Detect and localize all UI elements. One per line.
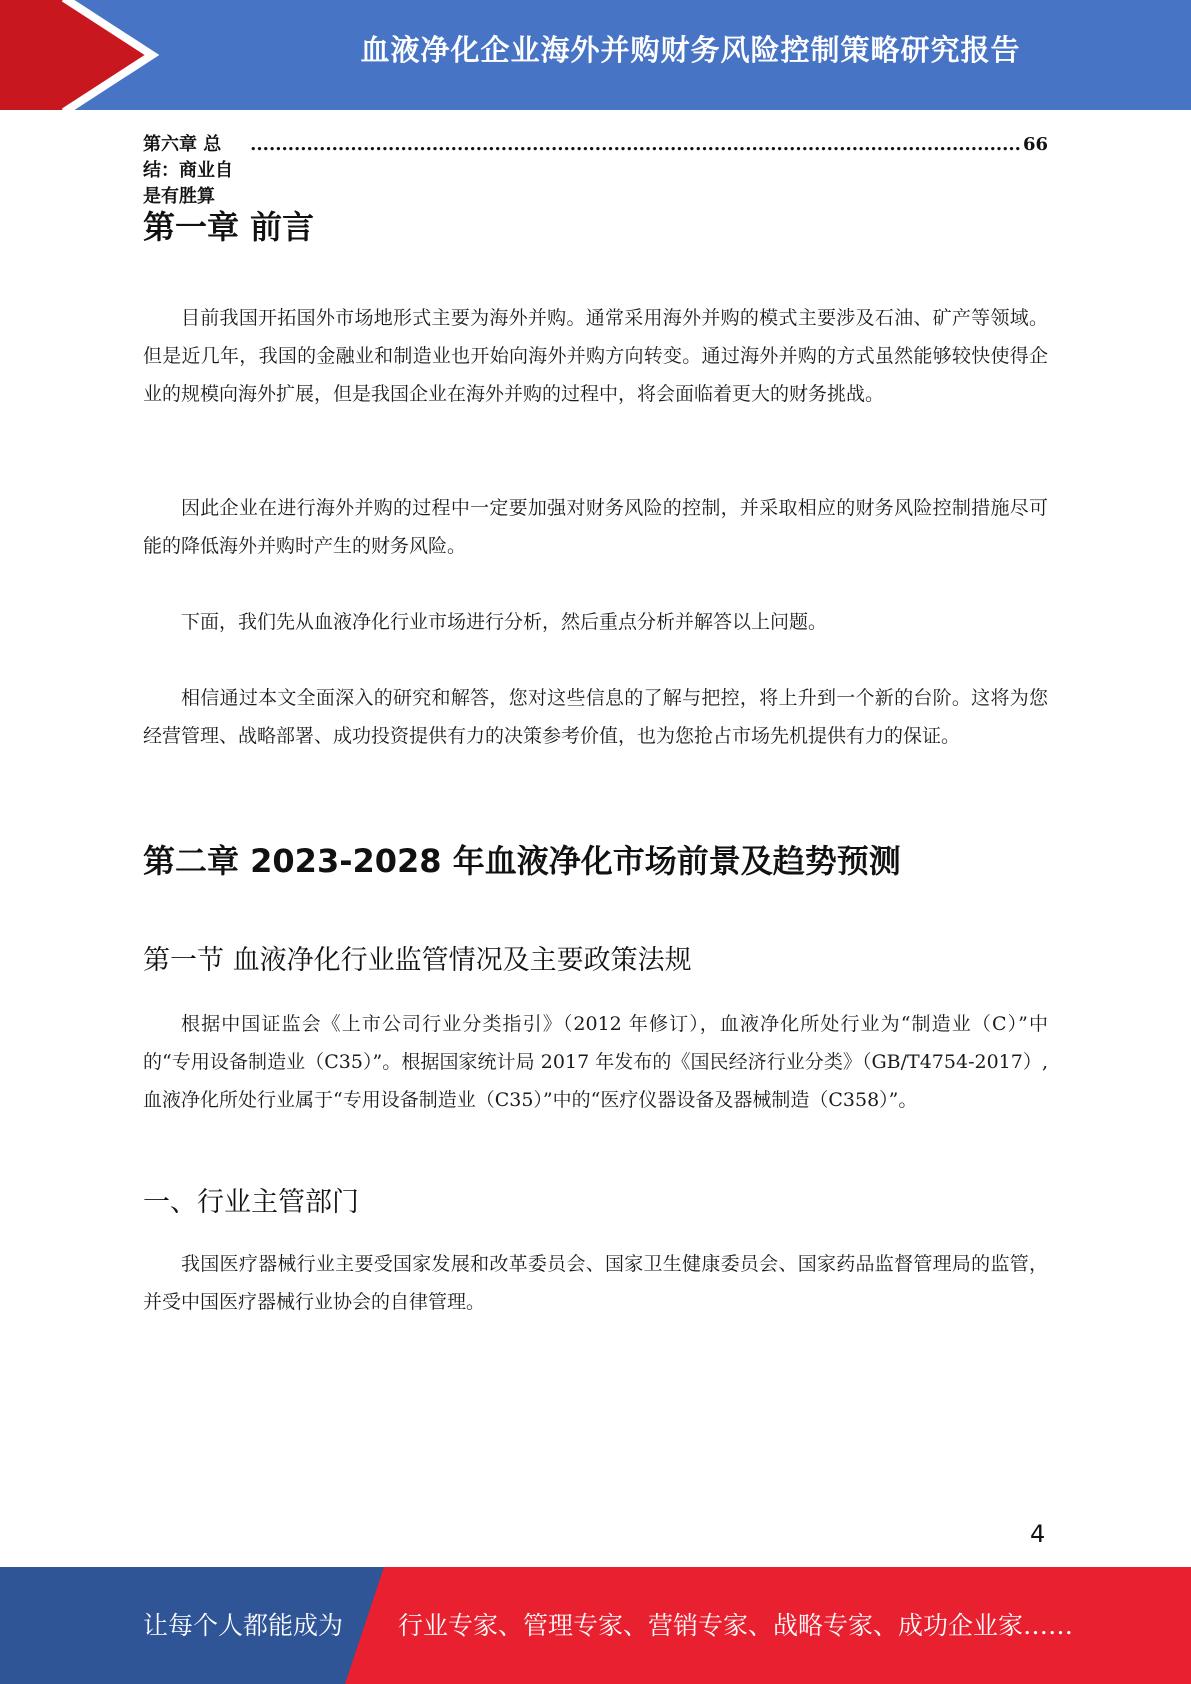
chapter-1-paragraph-3: 下面，我们先从血液净化行业市场进行分析，然后重点分析并解答以上问题。 bbox=[181, 611, 828, 633]
chapter-1-paragraph-1: 目前我国开拓国外市场地形式主要为海外并购。通常采用海外并购的模式主要涉及石油、矿产等领域。但是近几年，我国的金融业和制造业也开始向海外并购方向转变。通过海外并购的方式虽然能够较快使得企业的规模向海外扩展，但是我国企业在海外并购的过程中，将会面临着更大的财务挑战。 bbox=[143, 307, 1048, 405]
toc-entry-page: 66 bbox=[1022, 134, 1048, 155]
chapter-1-title: 第一章 前言 bbox=[143, 208, 315, 246]
section-1-title: 第一节 血液净化行业监管情况及主要政策法规 bbox=[143, 945, 692, 976]
section-1-paragraph: 根据中国证监会《上市公司行业分类指引》（2012 年修订），血液净化所处行业为“制造业（C）”中的“专用设备制造业（C35）”。根据国家统计局 2017 年发布的《国民经济行业分类》（GB/T4754-2017）,血液净化所处行业属于“专用设备制造业（C35）”中的“医疗仪器设备及器械制造（C358）”。 bbox=[143, 1013, 1048, 1111]
footer-slogan-left: 让每个人都能成为 bbox=[143, 1611, 344, 1640]
toc-leader-dots: ........................................................................................................................... bbox=[250, 134, 1021, 155]
toc-entry[interactable] bbox=[143, 130, 1048, 208]
report-title: 血液净化企业海外并购财务风险控制策略研究报告 bbox=[360, 33, 1021, 67]
chapter-1-paragraph-2: 因此企业在进行海外并购的过程中一定要加强对财务风险的控制，并采取相应的财务风险控制措施尽可能的降低海外并购时产生的财务风险。 bbox=[143, 497, 1048, 557]
report-header bbox=[0, 0, 1191, 110]
toc-entry-label: 第六章 总结：商业自是有胜算 bbox=[143, 134, 233, 207]
subsection-1-paragraph: 我国医疗器械行业主要受国家发展和改革委员会、国家卫生健康委员会、国家药品监督管理局的监管，并受中国医疗器械行业协会的自律管理。 bbox=[143, 1253, 1048, 1313]
footer-slogan-right: 行业专家、管理专家、营销专家、战略专家、成功企业家…… bbox=[398, 1611, 1074, 1640]
report-footer bbox=[0, 1567, 1191, 1684]
chapter-2-title: 第二章 2023-2028 年血液净化市场前景及趋势预测 bbox=[143, 842, 901, 880]
chapter-1-paragraph-4: 相信通过本文全面深入的研究和解答，您对这些信息的了解与把控，将上升到一个新的台阶。这将为您经营管理、战略部署、成功投资提供有力的决策参考价值，也为您抢占市场先机提供有力的保证。 bbox=[143, 687, 1048, 747]
page-number: 4 bbox=[1030, 1520, 1046, 1548]
subsection-1-title: 一、行业主管部门 bbox=[143, 1187, 359, 1218]
header-chevron-decoration bbox=[0, 0, 160, 110]
